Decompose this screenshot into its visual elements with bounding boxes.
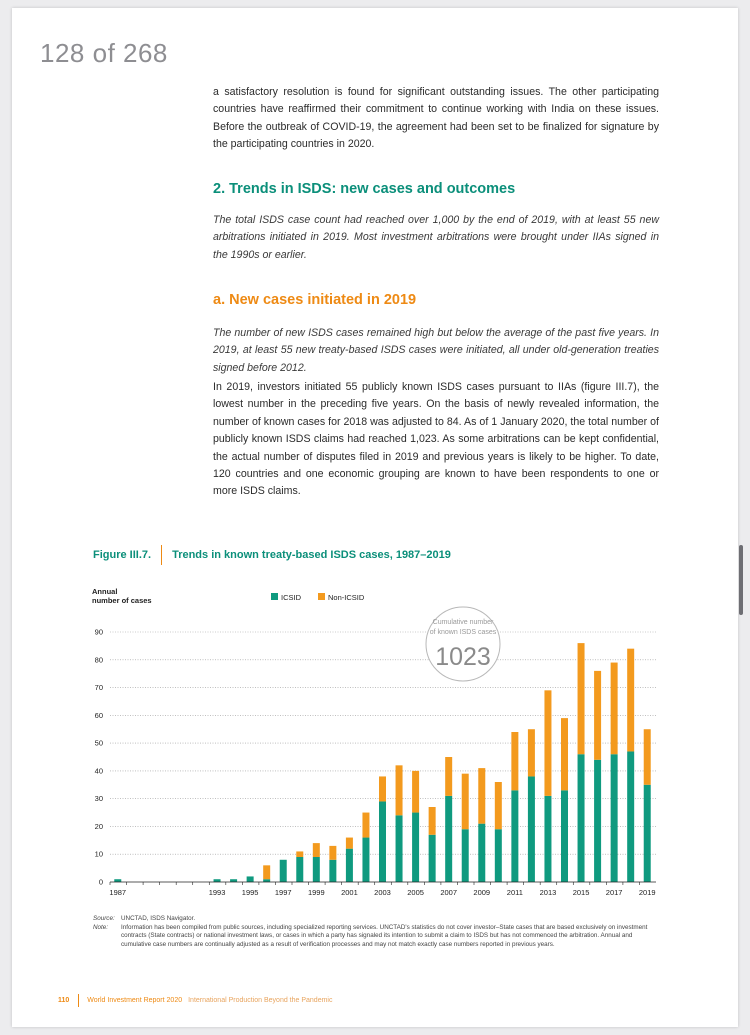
footer-report-subtitle: International Production Beyond the Pandemic <box>188 997 333 1004</box>
x-tick-label: 1987 <box>109 888 127 897</box>
bar-non-icsid-2004 <box>396 765 403 815</box>
bar-non-icsid-2017 <box>611 663 618 755</box>
bar-icsid-2011 <box>511 790 518 882</box>
figure-caption: Trends in known treaty-based ISDS cases, 1987–2019 <box>172 549 451 561</box>
bar-icsid-2019 <box>644 785 651 882</box>
x-tick-label: 2017 <box>605 888 623 897</box>
note-label: Note: <box>93 923 109 931</box>
bar-non-icsid-2010 <box>495 782 502 829</box>
scrollbar-thumb[interactable] <box>739 545 743 615</box>
figure-title-divider <box>161 545 162 565</box>
bar-non-icsid-1999 <box>313 843 320 857</box>
bar-non-icsid-2016 <box>594 671 601 760</box>
bar-non-icsid-2019 <box>644 729 651 785</box>
y-tick-label: 50 <box>94 738 103 748</box>
section-heading-trends: 2. Trends in ISDS: new cases and outcomes <box>213 181 516 197</box>
bar-icsid-1997 <box>280 860 287 882</box>
y-tick-label: 30 <box>94 794 103 804</box>
bar-non-icsid-2002 <box>362 813 369 838</box>
page-footer <box>58 994 332 1007</box>
bar-icsid-2014 <box>561 790 568 882</box>
bar-non-icsid-2005 <box>412 771 419 813</box>
y-tick-label: 20 <box>94 821 103 831</box>
x-tick-label: 2011 <box>506 888 523 897</box>
bar-non-icsid-2003 <box>379 776 386 801</box>
y-tick-label: 70 <box>94 683 103 693</box>
bar-icsid-2004 <box>396 815 403 882</box>
bar-icsid-2017 <box>611 754 618 882</box>
x-tick-label: 2019 <box>638 888 656 897</box>
y-axis-title: number of cases <box>92 596 152 605</box>
bar-icsid-2002 <box>362 838 369 882</box>
figure-notes <box>93 915 658 949</box>
y-tick-label: 60 <box>94 710 103 720</box>
y-tick-label: 40 <box>94 766 103 776</box>
bar-icsid-1993 <box>214 879 221 882</box>
bar-non-icsid-2008 <box>462 774 469 830</box>
bar-non-icsid-2018 <box>627 649 634 752</box>
bar-icsid-2010 <box>495 829 502 882</box>
legend-swatch-non-icsid <box>318 593 325 600</box>
bar-non-icsid-1996 <box>263 865 270 879</box>
y-tick-label: 0 <box>98 877 103 887</box>
source-label: Source: <box>93 915 115 922</box>
bar-icsid-2007 <box>445 796 452 882</box>
source-text: UNCTAD, ISDS Navigator. <box>121 915 196 922</box>
x-tick-label: 1995 <box>241 888 259 897</box>
callout-value: 1023 <box>435 643 491 671</box>
bar-non-icsid-2011 <box>511 732 518 790</box>
bar-non-icsid-2015 <box>578 643 585 754</box>
bar-icsid-1987 <box>114 879 121 882</box>
bar-non-icsid-2013 <box>544 690 551 796</box>
bar-non-icsid-2000 <box>329 846 336 860</box>
x-tick-label: 2003 <box>374 888 391 897</box>
x-tick-label: 2015 <box>572 888 590 897</box>
footer-report-title: World Investment Report 2020 <box>87 997 183 1004</box>
legend-label-non-icsid: Non-ICSID <box>328 593 365 602</box>
bar-icsid-2015 <box>578 754 585 882</box>
bar-icsid-2006 <box>429 835 436 882</box>
bar-icsid-2008 <box>462 829 469 882</box>
x-tick-label: 2009 <box>473 888 491 897</box>
x-tick-label: 2001 <box>341 888 358 897</box>
bar-icsid-1996 <box>263 879 270 882</box>
footer-page-number: 110 <box>58 997 70 1004</box>
body-paragraph: In 2019, investors initiated 55 publicly known ISDS cases pursuant to IIAs (figure III.7), the lowest number in the preceding five years. On the basis of newly revealed information, the number of known cases for 2018 was adjusted to 84. As of 1 January 2020, the total number of publicly known ISDS claims had reached 1,023. As some arbitrations can be kept confidential, the actual number of disputes filed in 2019 and previous years is likely to be higher. To date, 120 countries and one economic grouping are known to have been respondents to one or more ISDS claims. <box>213 381 659 498</box>
bar-icsid-1995 <box>247 876 254 882</box>
bar-icsid-2018 <box>627 751 634 882</box>
x-tick-label: 1999 <box>307 888 325 897</box>
bar-icsid-2000 <box>329 860 336 882</box>
bar-non-icsid-2001 <box>346 838 353 849</box>
bar-non-icsid-2009 <box>478 768 485 824</box>
bar-icsid-2001 <box>346 849 353 882</box>
intro-paragraph: a satisfactory resolution is found for significant outstanding issues. The other participating countries have reaffirmed their commitment to continue working with India on these issues. Before the outbreak of COVID-19, the agreement had been set to be finalized for signature by the participating countries in 2020. <box>213 86 659 151</box>
bar-icsid-2003 <box>379 801 386 882</box>
y-axis-title: Annual <box>92 587 118 596</box>
bar-icsid-1994 <box>230 879 237 882</box>
footer-divider <box>78 994 79 1007</box>
x-tick-label: 2005 <box>407 888 424 897</box>
bar-icsid-2012 <box>528 776 535 882</box>
x-tick-label: 1997 <box>274 888 292 897</box>
bar-icsid-1999 <box>313 857 320 882</box>
trends-summary-paragraph: The total ISDS case count had reached over 1,000 by the end of 2019, with at least 55 new arbitrations initiated in 2019. Most investment arbitrations were brought under IIAs signed in the 1990s or earlier. <box>213 214 659 261</box>
figure-label: Figure III.7. <box>93 549 152 561</box>
bar-non-icsid-2012 <box>528 729 535 776</box>
legend-label-icsid: ICSID <box>281 593 302 602</box>
subsection-heading-new-cases: a. New cases initiated in 2019 <box>213 292 417 308</box>
bar-icsid-2009 <box>478 824 485 882</box>
note-text: Information has been compiled from public sources, including specialized reporting services. UNCTAD's statistics do not cover investor–State cases that are based exclusively on investment contracts (State contracts) or national investment laws, or cases in which a party has signaled its intention to submit a claim to ISDS but has not commenced the arbitration. Annual and cumulative case numbers are continually adjusted as a result of verification processes and may not match exactly case numbers reported in previous years. <box>121 923 648 948</box>
legend-swatch-icsid <box>271 593 278 600</box>
callout-label-line1: Cumulative number <box>432 619 494 626</box>
callout-label-line2: of known ISDS cases <box>429 629 497 636</box>
bar-icsid-2013 <box>544 796 551 882</box>
bar-non-icsid-2006 <box>429 807 436 835</box>
y-tick-label: 10 <box>94 849 103 859</box>
x-tick-label: 2007 <box>440 888 458 897</box>
page-counter: 128 of 268 <box>40 38 168 68</box>
x-tick-label: 2013 <box>539 888 557 897</box>
new-cases-summary-paragraph: The number of new ISDS cases remained high but below the average of the past five years. In 2019, at least 55 new treaty-based ISDS cases were initiated, all under old-generation treaties signed before 2012. <box>213 327 659 374</box>
bar-icsid-2016 <box>594 760 601 882</box>
x-tick-label: 1993 <box>208 888 226 897</box>
y-tick-label: 90 <box>94 627 103 637</box>
bar-icsid-2005 <box>412 813 419 882</box>
isds-cases-chart <box>84 580 664 905</box>
bar-non-icsid-2007 <box>445 757 452 796</box>
y-tick-label: 80 <box>94 655 103 665</box>
bar-non-icsid-1998 <box>296 851 303 857</box>
bar-non-icsid-2014 <box>561 718 568 790</box>
bar-icsid-1998 <box>296 857 303 882</box>
figure-title <box>93 545 451 565</box>
